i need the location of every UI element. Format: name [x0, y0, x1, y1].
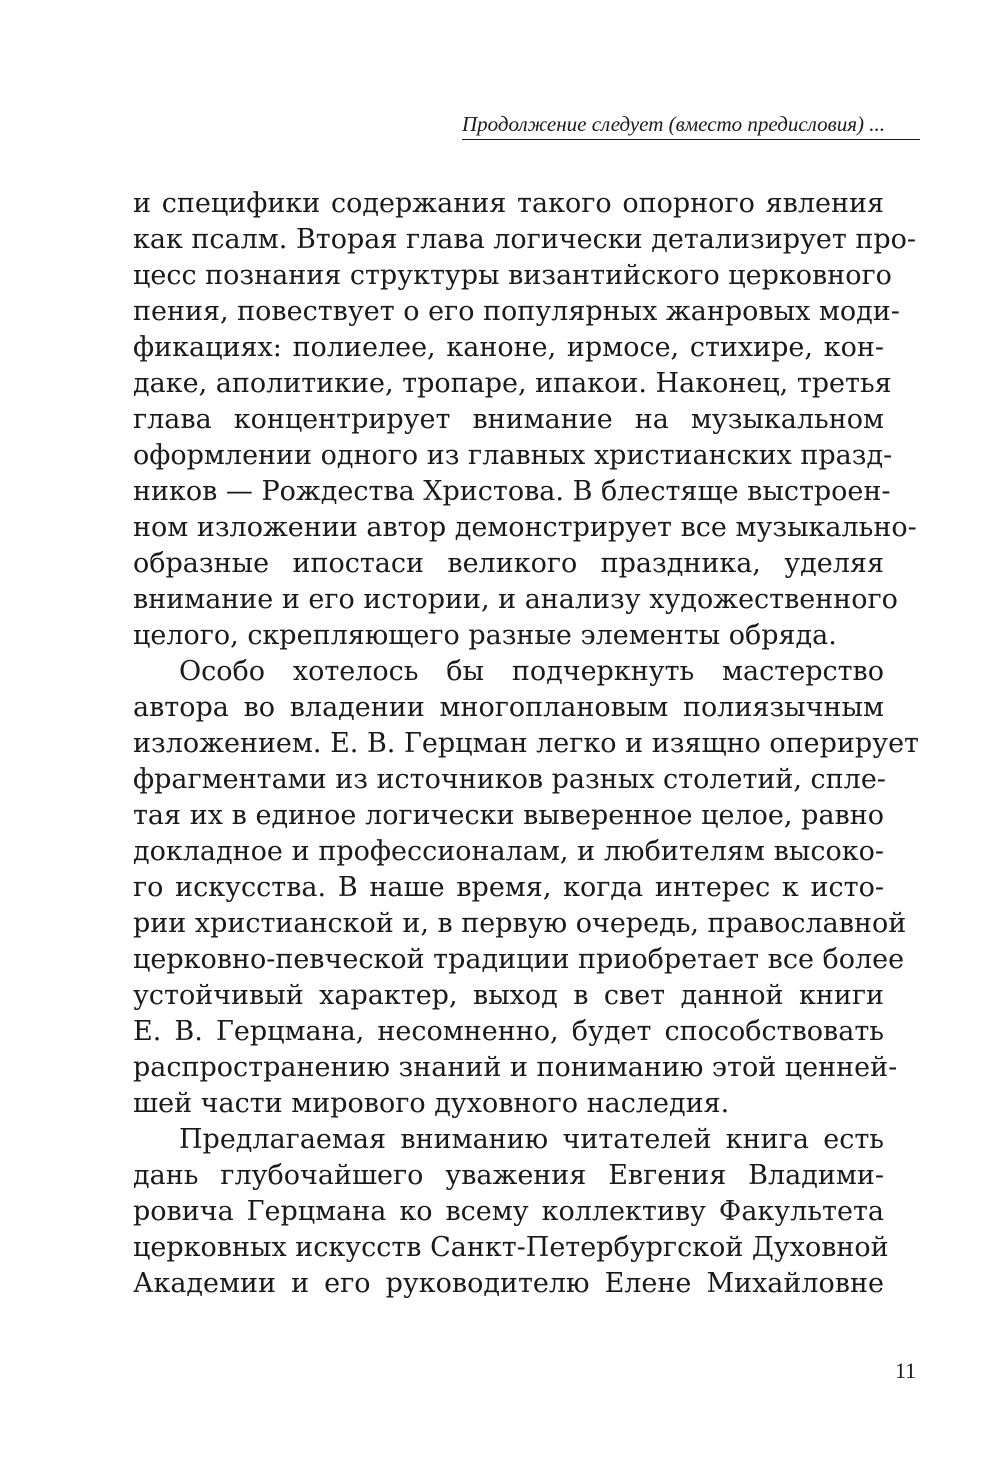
text-line: даке, аполитикие, тропаре, ипакои. Наконец, третья [133, 368, 892, 399]
text-line: ном изложении автор демонстрирует все музыкально- [133, 512, 917, 543]
paragraph-first-line: Особо хотелось бы подчеркнуть мастерство [179, 656, 884, 687]
text-line: изложением. Е. В. Герцман легко и изящно оперирует [133, 728, 919, 759]
text-line: фикациях: полиелее, каноне, ирмосе, стихире, кон- [133, 332, 884, 363]
text-line: цесс познания структуры византийского церковного [133, 260, 892, 291]
text-line: внимание и его истории, и анализу художественного [133, 584, 898, 615]
text-line: церковно-певческой традиции приобретает все более [133, 944, 905, 975]
text-line: го искусства. В наше время, когда интерес к исто- [133, 872, 884, 903]
text-line: ровича Герцмана ко всему коллективу Факультета [133, 1196, 884, 1227]
text-line: рии христианской и, в первую очередь, православной [133, 908, 907, 939]
text-line: распространению знаний и пониманию этой ценней- [133, 1052, 898, 1083]
text-line: докладное и профессионалам, и любителям высоко- [133, 836, 884, 867]
text-line: пения, повествует о его популярных жанровых моди- [133, 296, 900, 327]
text-line: глава концентрирует внимание на музыкальном [133, 404, 884, 435]
text-line: оформлении одного из главных христианских празд- [133, 440, 893, 471]
text-line: автора во владении многоплановым полиязычным [133, 692, 884, 723]
header-rule [462, 139, 920, 140]
text-line: устойчивый характер, выход в свет данной книги [133, 980, 884, 1011]
text-line: ников — Рождества Христова. В блестяще выстроен- [133, 476, 891, 507]
text-line: целого, скрепляющего разные элементы обряда. [133, 620, 837, 651]
text-line: Академии и его руководителю Елене Михайловне [133, 1268, 884, 1299]
text-line: фрагментами из источников разных столетий, спле- [133, 764, 886, 795]
text-line: образные ипостаси великого праздника, уделяя [133, 548, 884, 579]
text-line: и специфики содержания такого опорного явления [133, 188, 884, 219]
body-text [133, 186, 919, 1302]
paragraph-first-line: Предлагаемая вниманию читателей книга есть [179, 1124, 884, 1155]
text-line: как псалм. Вторая глава логически детализирует про- [133, 224, 917, 255]
page-number: 11 [895, 1358, 917, 1383]
text-line: шей части мирового духовного наследия. [133, 1088, 730, 1119]
running-header: Продолжение следует (вместо предисловия) ... [462, 112, 885, 136]
text-line: церковных искусств Санкт-Петербургской Духовной [133, 1232, 889, 1263]
text-line: Е. В. Герцмана, несомненно, будет способствовать [133, 1016, 884, 1047]
text-line: дань глубочайшего уважения Евгения Владими- [133, 1160, 884, 1191]
text-line: тая их в единое логически выверенное целое, равно [133, 800, 884, 831]
